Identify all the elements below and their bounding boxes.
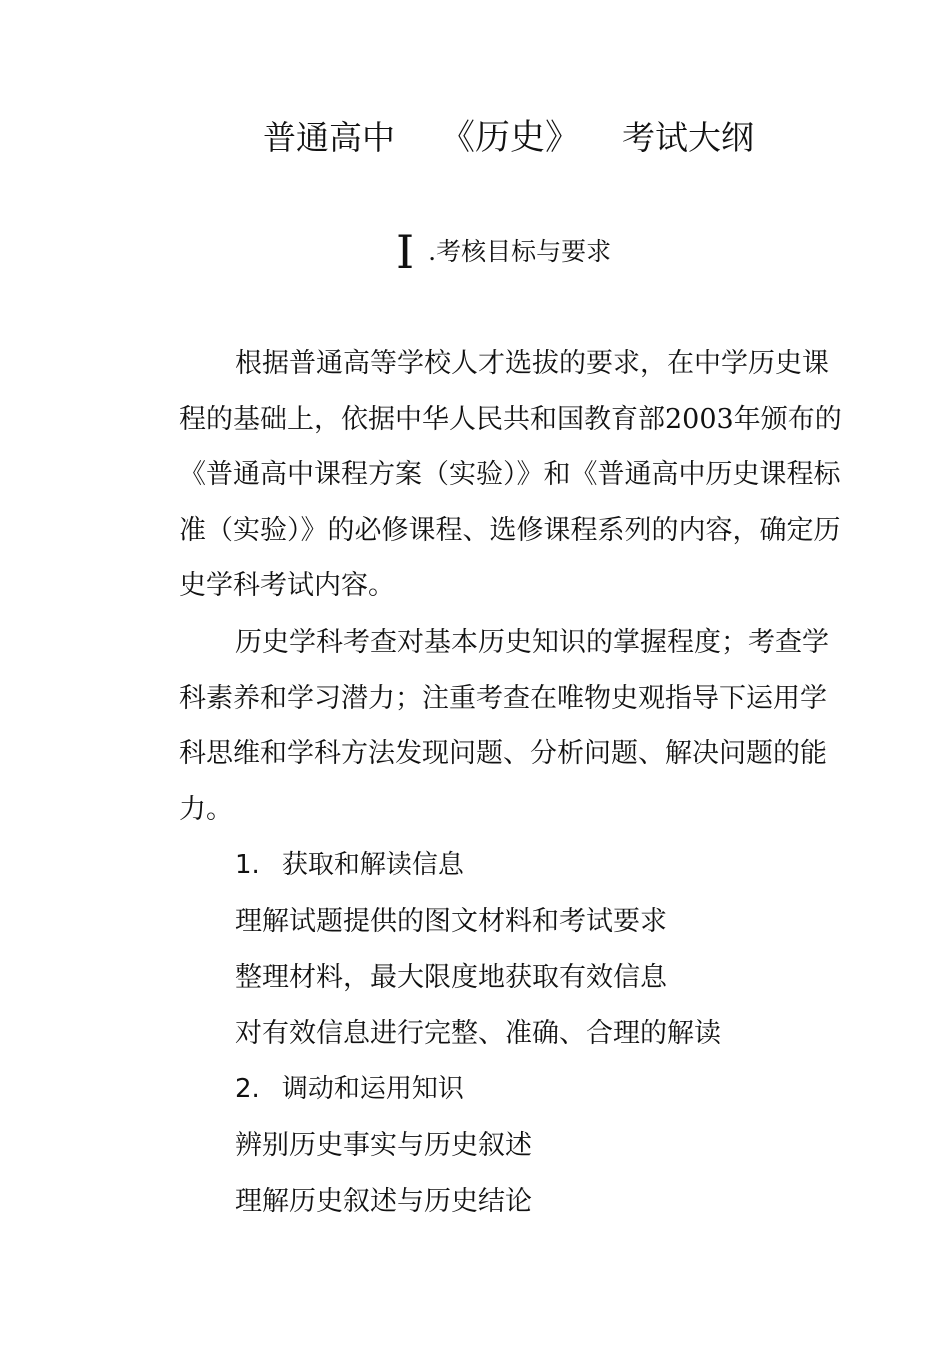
list-heading-label: 调动和运用知识 [281, 1074, 464, 1104]
paragraph-2: 历史学科考查对基本历史知识的掌握程度；考查学科素养和学习潜力；注重考查在唯物史观指导下运用学科思维和学科方法发现问题、分析问题、解决问题的能力。 [179, 627, 829, 825]
list-heading-number: 2. [235, 1074, 260, 1104]
list-item: 对有效信息进行完整、准确、合理的解读 [235, 1018, 721, 1049]
section-heading-text: .考核目标与要求 [428, 237, 612, 266]
list-item: 整理材料，最大限度地获取有效信息 [235, 962, 667, 993]
paragraph-1: 根据普通高等学校人才选拔的要求，在中学历史课程的基础上，依据中华人民共和国教育部2003年颁布的《普通高中课程方案（实验）》和《普通高中历史课程标准（实验）》的必修课程、选修课程系列的内容，确定历史学科考试内容。 [179, 348, 842, 601]
list-heading-1 [235, 838, 464, 893]
list-heading-number: 1. [235, 850, 260, 880]
list-item: 理解历史叙述与历史结论 [235, 1186, 532, 1217]
section-heading [396, 222, 611, 282]
section-roman-numeral: I [396, 225, 415, 279]
list-heading-2 [235, 1062, 464, 1117]
list-item: 理解试题提供的图文材料和考试要求 [235, 906, 667, 937]
title-prefix: 普通高中 [263, 118, 395, 157]
list-heading-label: 获取和解读信息 [281, 850, 464, 880]
list-item: 辨别历史事实与历史叙述 [235, 1130, 532, 1161]
document-title [0, 108, 950, 168]
title-book-name: 《历史》 [440, 118, 581, 158]
title-suffix: 考试大纲 [622, 118, 754, 157]
